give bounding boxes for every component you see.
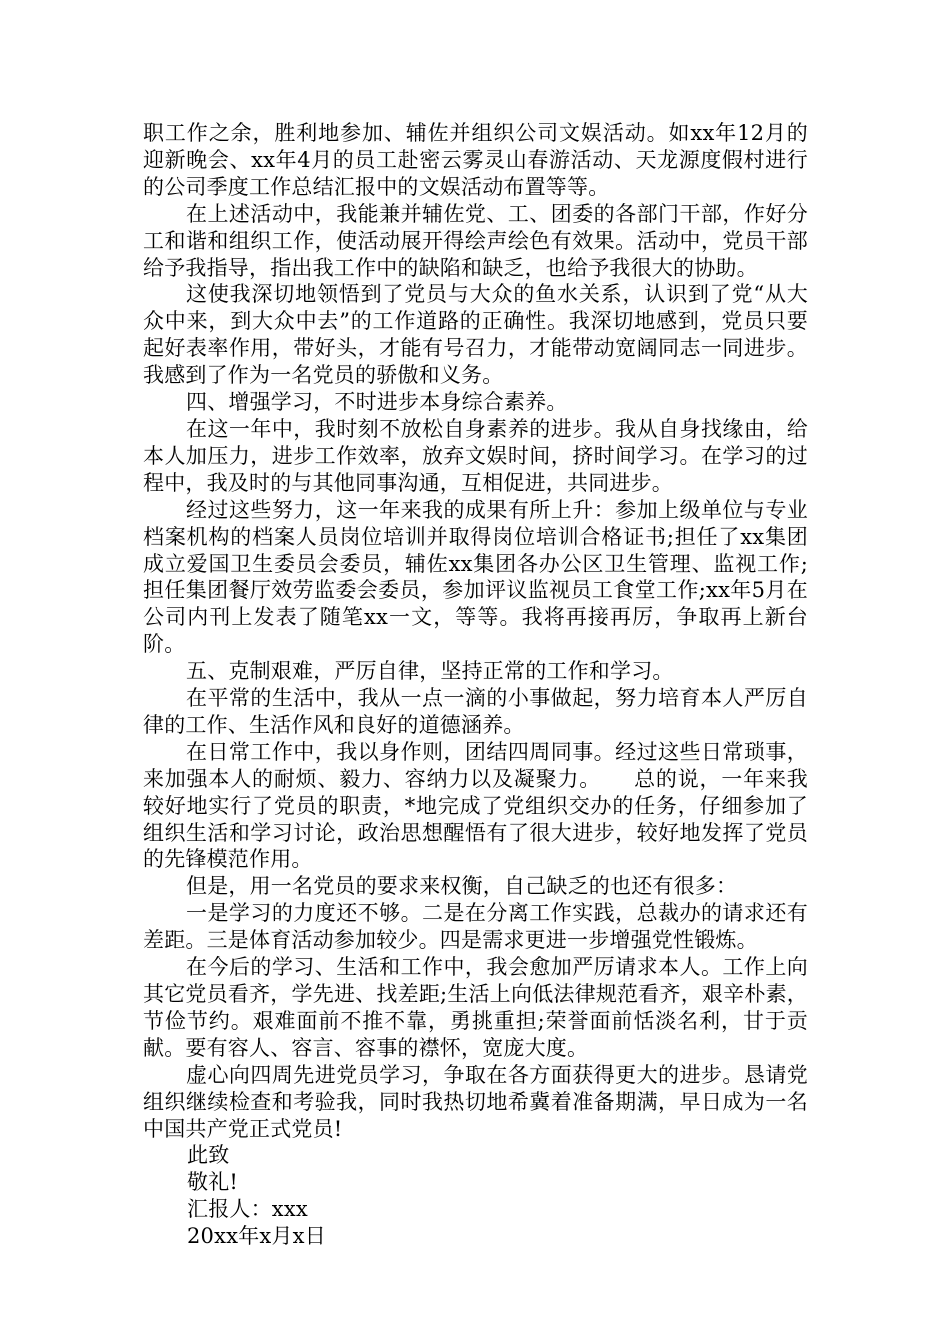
report-date: 20xx年x月x日 [187,1224,326,1249]
body-paragraph: 虚心向四周先进党员学习，争取在各方面获得更大的进步。恳请党组织继续检查和考验我，同时我热切地希冀着准备期满，早日成为一名中国共产党正式党员! [143,1062,808,1141]
body-paragraph: 经过这些努力，这一年来我的成果有所上升：参加上级单位与专业档案机构的档案人员岗位培训并取得岗位培训合格证书;担任了xx集团成立爱国卫生委员会委员，辅佐xx集团各办公区卫生管理、监视工作;担任集团餐厅效劳监委会委员，参加评议监视员工食堂工作;xx年5月在公司内刊上发表了随笔xx一文，等等。我将再接再厉，争取再上新台阶。 [143,497,808,657]
body-paragraph: 在今后的学习、生活和工作中，我会愈加严厉请求本人。工作上向其它党员看齐，学先进、找差距;生活上向低法律规范看齐，艰辛朴素，节俭节约。艰难面前不推不靠，勇挑重担;荣誉面前恬淡名利，甘于贡献。要有容人、容言、容事的襟怀，宽庞大度。 [143,955,808,1060]
body-paragraph: 在平常的生活中，我从一点一滴的小事做起，努力培育本人严厉自律的工作、生活作风和良好的道德涵养。 [143,686,808,737]
body-paragraph: 在这一年中，我时刻不放松自身素养的进步。我从自身找缘由，给本人加压力，进步工作效率，放弃文娱时间，挤时间学习。在学习的过程中，我及时的与其他同事沟通，互相促进，共同进步。 [143,416,808,495]
document-page [143,120,808,1250]
closing-salutation: 此致 [187,1143,230,1168]
reporter-signature: 汇报人：xxx [187,1197,308,1222]
body-paragraph: 但是，用一名党员的要求来权衡，自己缺乏的也还有很多： [186,874,738,899]
closing-regards: 敬礼! [187,1170,239,1195]
body-paragraph: 在日常工作中，我以身作则，团结四周同事。经过这些日常琐事，来加强本人的耐烦、毅力、容纳力以及凝聚力。 总的说，一年来我较好地实行了党员的职责，*地完成了党组织交办的任务，仔细参加了组织生活和学习讨论，政治思想醒悟有了很大进步，较好地发挥了党员的先锋模范作用。 [143,739,808,872]
body-paragraph: 这使我深切地领悟到了党员与大众的鱼水关系，认识到了党“从大众中来，到大众中去”的工作道路的正确性。我深切地感到，党员只要起好表率作用，带好头，才能有号召力，才能带动宽阔同志一同进步。我感到了作为一名党员的骄傲和义务。 [143,282,808,388]
body-paragraph: 在上述活动中，我能兼并辅佐党、工、团委的各部门干部，作好分工和谐和组织工作，使活动展开得绘声绘色有效果。活动中，党员干部给予我指导，指出我工作中的缺陷和缺乏，也给予我很大的协助。 [143,201,808,280]
body-paragraph: 一是学习的力度还不够。二是在分离工作实践，总裁办的请求还有差距。三是体育活动参加较少。四是需求更进一步增强党性锻炼。 [143,901,808,953]
section-heading: 四、增强学习，不时进步本身综合素养。 [186,390,568,415]
section-heading: 五、克制艰难，严厉自律，坚持正常的工作和学习。 [186,659,674,684]
body-paragraph: 职工作之余，胜利地参加、辅佐并组织公司文娱活动。如xx年12月的迎新晚会、xx年4月的员工赴密云雾灵山春游活动、天龙源度假村进行的公司季度工作总结汇报中的文娱活动布置等等。 [143,121,808,199]
